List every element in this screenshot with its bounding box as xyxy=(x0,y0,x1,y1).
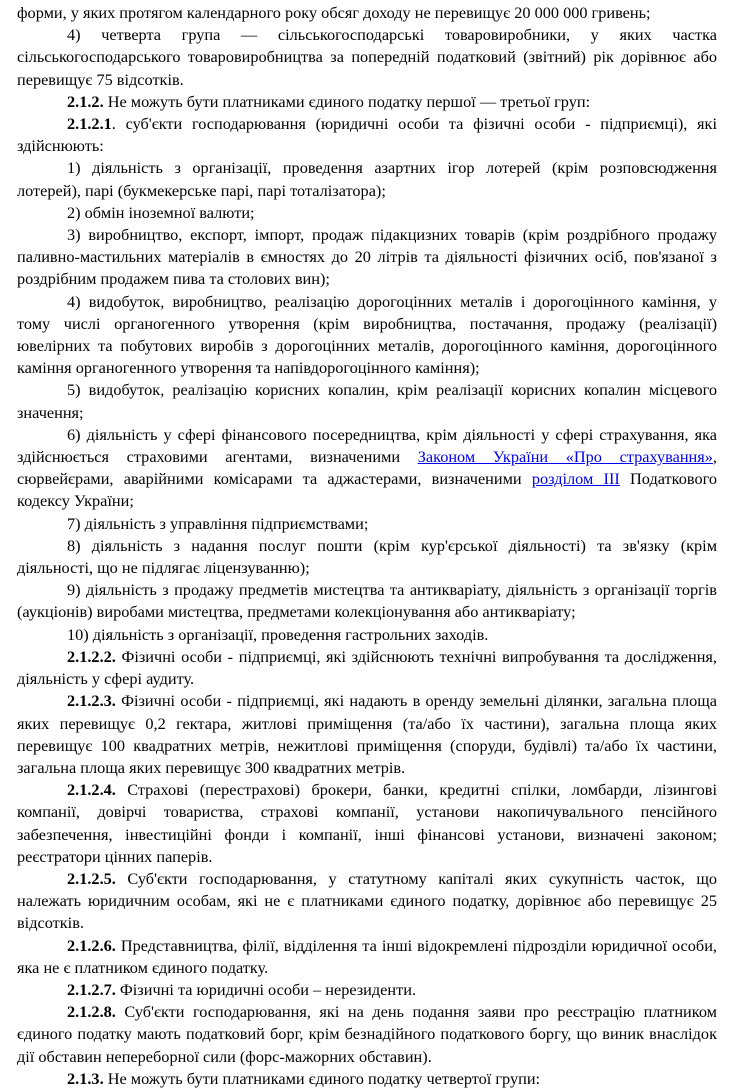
item6-text-after: Податкового кодексу України; xyxy=(17,469,717,511)
section-text: Суб'єкти господарювання, у статутному капіталі яких сукупність часток, що належать юридичним особам, які не є платниками єдиного податку, дорівнює або перевищує 25 відсотків. xyxy=(17,868,717,933)
subsection xyxy=(17,779,717,868)
section-number: 2.1.2.4. xyxy=(67,780,116,800)
paragraph-continuation: форми, у яких протягом календарного року обсяг доходу не перевищує 20 000 000 гривень; xyxy=(17,3,651,22)
list-item xyxy=(17,424,717,513)
section-text: . суб'єкти господарювання (юридичні особи та фізичні особи - підприємці), які здійснюють: xyxy=(17,114,717,156)
list-item: 9) діяльність з продажу предметів мистецтва та антикваріату, діяльність з організації торгів (аукціонів) виробами мистецтва, предметами колекціонування або антикваріату; xyxy=(17,580,717,622)
section-text: Фізичні особи - підприємці, які здійснюють технічні випробування та дослідження, діяльність у сфері аудиту. xyxy=(17,646,717,689)
section-2-1-2 xyxy=(17,91,717,113)
section-2-1-2-1 xyxy=(17,113,717,157)
subsection xyxy=(17,646,717,690)
section-number: 2.1.3. xyxy=(67,1068,104,1088)
list-item: 10) діяльність з організації, проведення гастрольних заходів. xyxy=(67,624,489,644)
list-item: 8) діяльність з надання послуг пошти (крім кур'єрської діяльності) та зв'язку (крім діяльності, що не підлягає ліцензуванню); xyxy=(17,535,717,578)
list-item: 1) діяльність з організації, проведення азартних ігор лотерей (крім розповсюдження лотерей), парі (букмекерське парі, парі тоталізатора); xyxy=(17,158,717,200)
section-text: Суб'єкти господарювання, які на день подання заяви про реєстрацію платником єдиного податку мають податковий борг, крім безнадійного податкового боргу, що виник внаслідок дії обставин непереборної сили (форс-мажорних обставин). xyxy=(17,1002,717,1066)
section-iii-link[interactable]: розділом III xyxy=(531,469,620,489)
subsection xyxy=(17,690,717,779)
section-2-1-3 xyxy=(17,1068,717,1090)
subsection xyxy=(17,1001,717,1068)
section-text: Не можуть бути платниками єдиного податку першої — третьої груп: xyxy=(103,91,591,111)
list-item: 2) обмін іноземної валюти; xyxy=(67,202,255,222)
section-number: 2.1.2. xyxy=(67,91,104,111)
section-number: 2.1.2.2. xyxy=(67,646,116,666)
paragraph-group-4: 4) четверта група — сільськогосподарські товаровиробники, у яких частка сільськогосподарського товаровиробництва за попередній податковий (звітний) рік дорівнює або перевищує 75 відсотків. xyxy=(17,25,717,89)
section-number: 2.1.2.7. xyxy=(67,979,116,999)
section-number: 2.1.2.1 xyxy=(67,114,112,134)
item6-text-before: 6) діяльність у сфері фінансового посередництва, крім діяльності у сфері страхування, яка здійснюється страховими агентами, визначеними xyxy=(17,424,717,467)
section-text: Фізичні та юридичні особи – нерезиденти. xyxy=(115,979,417,999)
list-item: 7) діяльність з управління підприємствами; xyxy=(67,513,369,533)
list-item: 5) видобуток, реалізацію корисних копалин, крім реалізації корисних копалин місцевого значення; xyxy=(17,380,717,422)
section-number: 2.1.2.8. xyxy=(67,1002,116,1022)
section-text: Не можуть бути платниками єдиного податку четвертої групи: xyxy=(103,1068,541,1088)
subsection xyxy=(17,868,717,935)
section-number: 2.1.2.6. xyxy=(67,935,116,955)
section-number: 2.1.2.5. xyxy=(67,868,116,888)
subsection xyxy=(17,979,717,1001)
section-text: Фізичні особи - підприємці, які надають в оренду земельні ділянки, загальна площа яких перевищує 0,2 гектара, житлові приміщення (та/або їх частини), загальна площа яких перевищує 100 квадратних метрів, нежитлові приміщення (споруди, будівлі) та/або їх частини, загальна площа яких перевищує 300 квадратних метрів. xyxy=(17,691,717,777)
subsection xyxy=(17,935,717,979)
list-item: 3) виробництво, експорт, імпорт, продаж підакцизних товарів (крім роздрібного продажу паливно-мастильних матеріалів в ємностях до 20 літрів та діяльності фізичних осіб, пов'язаної з роздрібним продажем пива та столових вин); xyxy=(17,225,717,289)
document-page xyxy=(17,2,717,1090)
section-number: 2.1.2.3. xyxy=(67,691,116,711)
item6-text-middle: , сюрвейєрами, аварійними комісарами та аджастерами, визначеними xyxy=(17,447,717,489)
list-item: 4) видобуток, виробництво, реалізацію дорогоцінних металів і дорогоцінного каміння, у тому числі органогенного утворення (крім виробництва, постачання, продажу (реалізації) ювелірних та побутових виробів з дорогоцінних металів, дорогоцінного каміння, дорогоцінного каміння органогенного утворення та напівдорогоцінного каміння); xyxy=(17,291,717,378)
section-text: Представництва, філії, відділення та інші відокремлені підрозділи юридичної особи, яка не є платником єдиного податку. xyxy=(17,935,717,977)
section-text: Страхові (перестрахові) брокери, банки, кредитні спілки, ломбарди, лізингові компанії, довірчі товариства, страхові компанії, установи накопичувального пенсійного забезпечення, інвестиційні фонди і компанії, інші фінансові установи, визначені законом; реєстратори цінних паперів. xyxy=(17,780,717,866)
law-insurance-link[interactable]: Законом України «Про страхування» xyxy=(417,447,713,467)
